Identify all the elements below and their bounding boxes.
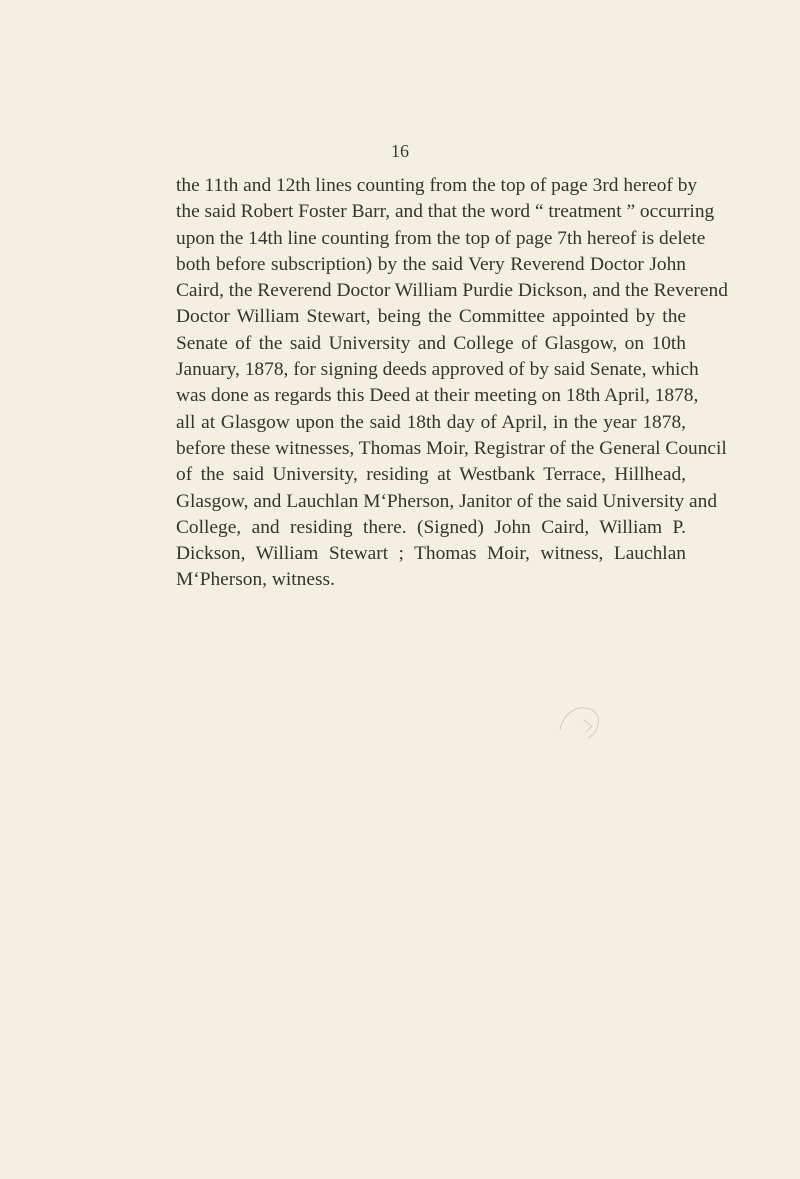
text-line: of the said University, residing at Westbank Terrace, Hillhead, bbox=[176, 464, 686, 486]
text-line: the 11th and 12th lines counting from the top of page 3rd hereof by bbox=[176, 175, 698, 196]
text-line: the said Robert Foster Barr, and that the word “ treatment ” occurring bbox=[176, 201, 715, 223]
text-line: both before subscription) by the said Very Reverend Doctor John bbox=[176, 253, 686, 275]
text-line: January, 1878, for signing deeds approved of by said Senate, which bbox=[176, 359, 699, 381]
text-line: Doctor William Stewart, being the Committee appointed by the bbox=[176, 306, 686, 328]
text-line: Dickson, William Stewart ; Thomas Moir, witness, Lauchlan bbox=[176, 543, 686, 565]
text-line: upon the 14th line counting from the top of page 7th hereof is delete bbox=[176, 227, 706, 249]
text-line: College, and residing there. (Signed) John Caird, William P. bbox=[176, 516, 686, 538]
body-paragraph bbox=[176, 173, 728, 594]
text-line: all at Glasgow upon the said 18th day of April, in the year 1878, bbox=[176, 411, 686, 433]
text-line: Senate of the said University and College of Glasgow, on 10th bbox=[176, 332, 686, 354]
page-number: 16 bbox=[391, 141, 409, 161]
pencil-mark bbox=[540, 680, 620, 760]
text-line: Caird, the Reverend Doctor William Purdie Dickson, and the Reverend bbox=[176, 280, 728, 302]
text-line: M‘Pherson, witness. bbox=[176, 569, 335, 591]
text-line: was done as regards this Deed at their meeting on 18th April, 1878, bbox=[176, 385, 699, 407]
text-line: Glasgow, and Lauchlan M‘Pherson, Janitor of the said University and bbox=[176, 490, 718, 512]
text-line: before these witnesses, Thomas Moir, Registrar of the General Council bbox=[176, 437, 727, 459]
